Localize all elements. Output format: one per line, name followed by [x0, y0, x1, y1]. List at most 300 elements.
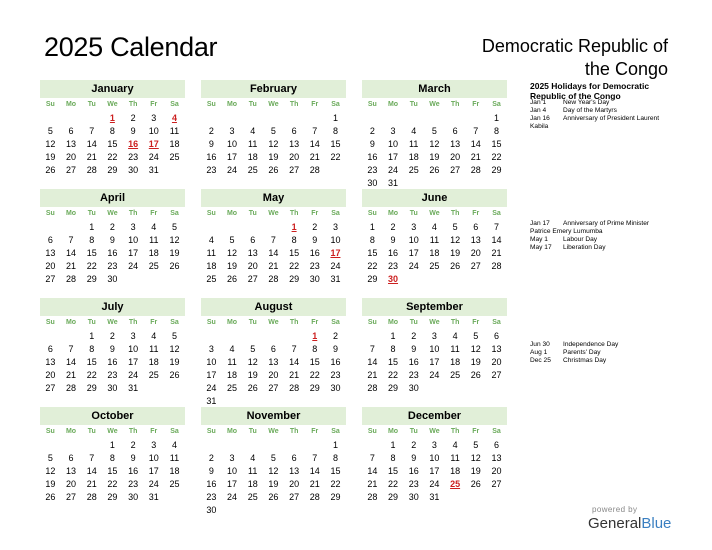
- day-cell: 11: [248, 139, 258, 149]
- day-cell: 9: [109, 235, 115, 245]
- day-cell: 31: [388, 178, 399, 188]
- month-july: [40, 298, 185, 395]
- weekday-label: Mo: [387, 210, 399, 217]
- day-cell: 23: [408, 479, 419, 489]
- day-cell: 31: [429, 492, 440, 502]
- day-cell: 7: [369, 344, 375, 354]
- day-cell: 4: [250, 453, 256, 463]
- empty-day: [362, 439, 383, 452]
- holiday-entry: [530, 349, 690, 357]
- month-grid: [201, 425, 346, 517]
- day-cell: 13: [289, 139, 300, 149]
- day-cell: 11: [450, 453, 460, 463]
- day-cell: 31: [206, 396, 217, 406]
- holiday-name: Patrice Emery Lumumba: [530, 228, 603, 235]
- weekday-label: Mo: [226, 428, 238, 435]
- day-cell: 14: [86, 466, 97, 476]
- day-cell: 7: [473, 126, 479, 136]
- holiday-entry: [530, 341, 690, 349]
- day-cell: 4: [452, 331, 458, 341]
- day-cell: 25: [148, 261, 159, 271]
- day-cell: 2: [130, 113, 136, 123]
- weekday-label: Sa: [492, 210, 501, 217]
- day-cell: 7: [291, 344, 297, 354]
- day-cell: 22: [388, 370, 399, 380]
- day-cell: 20: [470, 248, 481, 258]
- day-cell: 27: [268, 383, 279, 393]
- weekday-label: Sa: [492, 428, 501, 435]
- weekday-label: Sa: [170, 428, 179, 435]
- day-cell: 31: [330, 274, 341, 284]
- day-cell: 8: [493, 126, 499, 136]
- day-cell: 2: [369, 126, 375, 136]
- weekday-label: Th: [128, 210, 138, 217]
- day-cell: 18: [148, 357, 159, 367]
- day-cell: 2: [130, 440, 136, 450]
- weekday-label: Tu: [409, 210, 418, 217]
- weekday-label: Th: [289, 210, 299, 217]
- day-cell: 19: [268, 152, 279, 162]
- day-cell: 27: [45, 274, 56, 284]
- day-cell: 25: [227, 383, 238, 393]
- day-cell: 11: [206, 248, 217, 258]
- weekday-label: Su: [45, 210, 55, 217]
- day-cell: 18: [247, 479, 258, 489]
- day-cell: 16: [107, 248, 118, 258]
- month-title: February: [201, 80, 346, 98]
- weekday-label: Fr: [311, 428, 319, 435]
- day-cell: 12: [450, 235, 461, 245]
- day-cell: 10: [330, 235, 341, 245]
- day-cell: 9: [332, 344, 338, 354]
- day-cell: 17: [429, 466, 440, 476]
- holiday-entry: [530, 228, 690, 236]
- day-cell: 3: [208, 344, 214, 354]
- day-cell: 25: [247, 165, 258, 175]
- holiday-date: May 17: [530, 244, 552, 251]
- holiday-date: Jan 17: [530, 220, 550, 227]
- day-cell: 7: [68, 235, 74, 245]
- day-cell: 19: [247, 370, 258, 380]
- day-cell: 20: [45, 370, 56, 380]
- month-title: January: [40, 80, 185, 98]
- day-cell: 8: [369, 235, 375, 245]
- day-cell: 27: [450, 165, 461, 175]
- day-cell: 14: [268, 248, 279, 258]
- day-cell: 28: [268, 274, 279, 284]
- day-cell: 29: [86, 383, 97, 393]
- weekday-label: Mo: [226, 319, 238, 326]
- day-cell: 30: [206, 505, 217, 515]
- day-cell: 18: [450, 357, 461, 367]
- holiday-entry: [530, 123, 690, 131]
- weekday-label: Su: [367, 101, 377, 108]
- day-cell: 9: [411, 453, 417, 463]
- day-cell: 19: [227, 261, 238, 271]
- day-cell: 12: [169, 344, 180, 354]
- day-cell: 21: [470, 152, 481, 162]
- day-cell: 12: [268, 466, 279, 476]
- holiday-name: Christmas Day: [563, 357, 607, 364]
- day-cell: 21: [309, 479, 320, 489]
- day-cell: 13: [247, 248, 258, 258]
- day-cell: 8: [109, 453, 115, 463]
- day-cell: 26: [169, 370, 180, 380]
- day-cell: 6: [270, 344, 276, 354]
- day-cell: 13: [450, 139, 461, 149]
- day-cell: 15: [289, 248, 300, 258]
- day-cell: 24: [429, 479, 440, 489]
- day-cell: 10: [148, 126, 159, 136]
- day-cell: 5: [250, 344, 256, 354]
- weekday-label: Th: [128, 319, 138, 326]
- weekday-label: Th: [128, 101, 138, 108]
- day-cell: 17: [227, 152, 238, 162]
- day-cell: 18: [227, 370, 238, 380]
- empty-day: [284, 330, 305, 343]
- day-cell: 13: [289, 466, 300, 476]
- day-cell: 4: [229, 344, 235, 354]
- day-cell: 7: [68, 344, 74, 354]
- weekday-label: Th: [289, 101, 299, 108]
- day-cell: 6: [250, 235, 256, 245]
- day-cell: 13: [491, 453, 502, 463]
- day-cell: 1: [332, 113, 338, 123]
- month-grid: [201, 98, 346, 177]
- day-cell: 2: [208, 126, 214, 136]
- day-cell: 8: [390, 344, 396, 354]
- day-cell: 2: [208, 453, 214, 463]
- month-grid: [362, 207, 507, 286]
- day-cell: 28: [289, 383, 300, 393]
- month-title: June: [362, 189, 507, 207]
- day-cell: 21: [66, 261, 77, 271]
- day-cell: 3: [229, 453, 235, 463]
- weekday-label: Mo: [226, 101, 238, 108]
- day-cell: 29: [491, 165, 502, 175]
- holiday-day: 17: [148, 139, 159, 149]
- weekday-label: Su: [45, 428, 55, 435]
- empty-day: [242, 330, 263, 343]
- day-cell: 10: [148, 453, 159, 463]
- day-cell: 20: [66, 152, 77, 162]
- day-cell: 19: [45, 152, 56, 162]
- month-title: April: [40, 189, 185, 207]
- empty-day: [403, 112, 424, 125]
- holiday-day: 1: [312, 331, 318, 341]
- day-cell: 1: [89, 222, 95, 232]
- day-cell: 26: [45, 492, 56, 502]
- weekday-label: Mo: [65, 210, 77, 217]
- day-cell: 30: [408, 492, 419, 502]
- powered-by-label: powered by: [592, 505, 638, 514]
- empty-day: [362, 330, 383, 343]
- day-cell: 21: [86, 152, 97, 162]
- day-cell: 9: [130, 126, 136, 136]
- day-cell: 5: [270, 453, 276, 463]
- weekday-label: Fr: [472, 428, 480, 435]
- day-cell: 11: [149, 235, 159, 245]
- page-title: 2025 Calendar: [44, 32, 218, 62]
- day-cell: 24: [128, 261, 139, 271]
- day-cell: 14: [289, 357, 300, 367]
- empty-day: [263, 112, 284, 125]
- day-cell: 2: [390, 222, 396, 232]
- day-cell: 18: [450, 466, 461, 476]
- empty-day: [465, 112, 486, 125]
- day-cell: 25: [408, 165, 419, 175]
- empty-day: [242, 439, 263, 452]
- day-cell: 30: [309, 274, 320, 284]
- empty-day: [222, 439, 243, 452]
- day-cell: 20: [450, 152, 461, 162]
- day-cell: 15: [388, 357, 399, 367]
- empty-day: [40, 330, 61, 343]
- day-cell: 19: [45, 479, 56, 489]
- day-cell: 7: [270, 235, 276, 245]
- day-cell: 22: [367, 261, 378, 271]
- day-cell: 10: [128, 344, 139, 354]
- weekday-label: Su: [206, 210, 216, 217]
- empty-day: [242, 221, 263, 234]
- month-september: [362, 298, 507, 395]
- day-cell: 1: [390, 331, 396, 341]
- day-cell: 9: [109, 344, 115, 354]
- month-december: [362, 407, 507, 504]
- day-cell: 29: [388, 492, 399, 502]
- weekday-label: Th: [289, 428, 299, 435]
- holiday-day: 1: [291, 222, 297, 232]
- day-cell: 28: [309, 492, 320, 502]
- empty-day: [304, 439, 325, 452]
- month-april: [40, 189, 185, 286]
- day-cell: 15: [367, 248, 378, 258]
- holiday-day: 30: [388, 274, 399, 284]
- day-cell: 14: [309, 466, 320, 476]
- empty-day: [61, 221, 82, 234]
- day-cell: 24: [128, 370, 139, 380]
- weekday-label: Su: [45, 101, 55, 108]
- weekday-label: Th: [450, 319, 460, 326]
- generalblue-logo[interactable]: [588, 515, 671, 532]
- day-cell: 18: [206, 261, 217, 271]
- holiday-date: Jun 30: [530, 341, 550, 348]
- day-cell: 14: [491, 235, 502, 245]
- day-cell: 8: [89, 344, 95, 354]
- holiday-entry: [530, 99, 690, 107]
- day-cell: 28: [66, 274, 77, 284]
- weekday-label: Sa: [492, 101, 501, 108]
- day-cell: 30: [367, 178, 378, 188]
- day-cell: 6: [473, 222, 479, 232]
- holiday-entry: [530, 236, 690, 244]
- day-cell: 19: [169, 248, 180, 258]
- day-cell: 16: [408, 357, 419, 367]
- holiday-date: Jan 16: [530, 115, 550, 122]
- day-cell: 26: [247, 383, 258, 393]
- day-cell: 23: [309, 261, 320, 271]
- day-cell: 15: [107, 466, 118, 476]
- holiday-name: Independence Day: [563, 341, 619, 348]
- day-cell: 19: [470, 357, 481, 367]
- day-cell: 29: [107, 492, 118, 502]
- day-cell: 28: [86, 492, 97, 502]
- day-cell: 24: [388, 165, 399, 175]
- day-cell: 4: [208, 235, 214, 245]
- country-name: Democratic Republic of the Congo: [481, 36, 668, 79]
- day-cell: 20: [247, 261, 258, 271]
- empty-day: [445, 112, 466, 125]
- day-cell: 23: [107, 261, 118, 271]
- day-cell: 28: [491, 261, 502, 271]
- holiday-date: May 1: [530, 236, 548, 243]
- weekday-label: Su: [367, 428, 377, 435]
- weekday-label: Mo: [65, 319, 77, 326]
- weekday-label: We: [268, 210, 279, 217]
- day-cell: 26: [227, 274, 238, 284]
- day-cell: 10: [227, 139, 238, 149]
- empty-day: [362, 112, 383, 125]
- day-cell: 21: [309, 152, 320, 162]
- day-cell: 17: [227, 479, 238, 489]
- day-cell: 16: [206, 152, 217, 162]
- empty-day: [222, 112, 243, 125]
- holiday-date: Aug 1: [530, 349, 548, 356]
- day-cell: 3: [151, 113, 157, 123]
- empty-day: [81, 439, 102, 452]
- month-grid: [362, 425, 507, 504]
- weekday-label: Tu: [248, 210, 257, 217]
- day-cell: 27: [289, 492, 300, 502]
- day-cell: 25: [247, 492, 258, 502]
- day-cell: 4: [411, 126, 417, 136]
- day-cell: 28: [470, 165, 481, 175]
- day-cell: 17: [128, 357, 139, 367]
- day-cell: 28: [66, 383, 77, 393]
- holiday-group: [530, 99, 690, 131]
- day-cell: 22: [107, 152, 118, 162]
- day-cell: 29: [388, 383, 399, 393]
- day-cell: 20: [66, 479, 77, 489]
- day-cell: 26: [470, 370, 481, 380]
- day-cell: 16: [330, 357, 341, 367]
- day-cell: 1: [369, 222, 375, 232]
- day-cell: 23: [206, 492, 217, 502]
- weekday-label: We: [107, 428, 118, 435]
- day-cell: 6: [68, 126, 74, 136]
- day-cell: 22: [107, 479, 118, 489]
- day-cell: 20: [268, 370, 279, 380]
- day-cell: 12: [45, 466, 56, 476]
- day-cell: 16: [107, 357, 118, 367]
- day-cell: 28: [367, 492, 378, 502]
- holiday-day: 16: [128, 139, 139, 149]
- day-cell: 20: [289, 152, 300, 162]
- day-cell: 26: [45, 165, 56, 175]
- day-cell: 17: [128, 248, 139, 258]
- day-cell: 16: [408, 466, 419, 476]
- day-cell: 5: [47, 453, 53, 463]
- weekday-label: Fr: [311, 210, 319, 217]
- weekday-label: We: [429, 101, 440, 108]
- day-cell: 30: [128, 492, 139, 502]
- day-cell: 5: [171, 222, 177, 232]
- weekday-label: Su: [367, 319, 377, 326]
- holiday-name: Parents' Day: [563, 349, 601, 356]
- weekday-label: Sa: [170, 101, 179, 108]
- day-cell: 6: [493, 440, 499, 450]
- day-cell: 11: [169, 126, 180, 136]
- day-cell: 26: [169, 261, 180, 271]
- day-cell: 3: [431, 331, 437, 341]
- day-cell: 22: [309, 370, 320, 380]
- day-cell: 21: [491, 248, 502, 258]
- day-cell: 8: [390, 453, 396, 463]
- day-cell: 16: [367, 152, 378, 162]
- day-cell: 15: [309, 357, 320, 367]
- day-cell: 14: [66, 357, 77, 367]
- empty-day: [284, 112, 305, 125]
- day-cell: 6: [291, 126, 297, 136]
- weekday-label: Mo: [387, 101, 399, 108]
- day-cell: 9: [130, 453, 136, 463]
- holidays-title: 2025 Holidays for Democratic Republic of the Congo: [530, 81, 650, 101]
- empty-day: [222, 330, 243, 343]
- holiday-name: New Year's Day: [563, 99, 610, 106]
- brand-blue: Blue: [641, 515, 672, 532]
- weekday-label: Fr: [150, 428, 158, 435]
- day-cell: 7: [493, 222, 499, 232]
- day-cell: 11: [429, 235, 440, 245]
- day-cell: 13: [268, 357, 279, 367]
- empty-day: [263, 439, 284, 452]
- month-march: [362, 80, 507, 190]
- weekday-label: Mo: [65, 101, 77, 108]
- day-cell: 8: [291, 235, 297, 245]
- day-cell: 7: [312, 453, 318, 463]
- day-cell: 7: [369, 453, 375, 463]
- day-cell: 3: [332, 222, 338, 232]
- day-cell: 1: [332, 440, 338, 450]
- month-january: [40, 80, 185, 177]
- holiday-day: 25: [450, 479, 461, 489]
- weekday-label: Tu: [248, 319, 257, 326]
- day-cell: 7: [89, 126, 95, 136]
- day-cell: 27: [45, 383, 56, 393]
- day-cell: 5: [473, 440, 479, 450]
- day-cell: 27: [491, 370, 502, 380]
- day-cell: 21: [367, 479, 378, 489]
- empty-day: [222, 221, 243, 234]
- day-cell: 23: [206, 165, 217, 175]
- day-cell: 17: [408, 248, 419, 258]
- day-cell: 21: [367, 370, 378, 380]
- day-cell: 13: [45, 357, 56, 367]
- day-cell: 24: [148, 479, 159, 489]
- day-cell: 27: [491, 479, 502, 489]
- weekday-label: We: [429, 210, 440, 217]
- day-cell: 8: [332, 126, 338, 136]
- day-cell: 15: [388, 466, 399, 476]
- day-cell: 3: [130, 331, 136, 341]
- day-cell: 14: [66, 248, 77, 258]
- day-cell: 21: [66, 370, 77, 380]
- empty-day: [81, 112, 102, 125]
- day-cell: 23: [388, 261, 399, 271]
- empty-day: [263, 221, 284, 234]
- weekday-label: Tu: [409, 428, 418, 435]
- day-cell: 28: [309, 165, 320, 175]
